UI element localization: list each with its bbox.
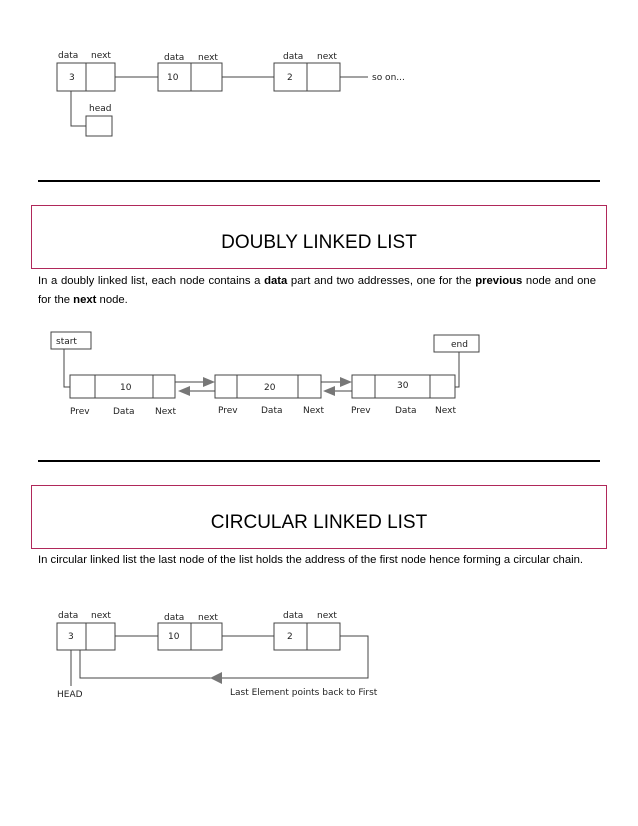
node-2-data-label: data (164, 613, 185, 623)
so-on-label: so on... (372, 73, 405, 83)
node-3-value: 2 (287, 73, 293, 83)
node-3-data-label: Data (395, 406, 417, 416)
node-1-next-label: Next (155, 407, 176, 417)
node-2-next-label: next (198, 613, 218, 623)
section-divider-1 (38, 180, 600, 182)
return-arrow-icon (210, 672, 222, 684)
node-2-prev-cell (215, 375, 237, 398)
node-1-next-label: next (91, 51, 111, 61)
node-2-value: 20 (264, 383, 276, 393)
node-3-next-cell (430, 375, 455, 398)
node-1-prev-cell (70, 375, 95, 398)
backward-arrow-2-icon (323, 386, 335, 396)
start-link (64, 349, 70, 387)
end-label: end (451, 340, 468, 350)
singly-linked-list-diagram (0, 0, 638, 150)
node-2-prev-label: Prev (218, 406, 238, 416)
node-1-value: 3 (69, 73, 75, 83)
node-2-data-label: data (164, 53, 185, 63)
node-3-next-cell (307, 623, 340, 650)
node-1-data-label: data (58, 611, 79, 621)
node-3-next-label: next (317, 611, 337, 621)
node-1-next-label: next (91, 611, 111, 621)
doubly-heading-box (31, 205, 607, 269)
doubly-text-2: part and two addresses, one for the (287, 275, 476, 287)
node-2-data-label: Data (261, 406, 283, 416)
node-2-value: 10 (168, 632, 180, 642)
doubly-description (38, 272, 596, 310)
node-1-next-cell (86, 63, 115, 91)
circular-heading-box (31, 485, 607, 549)
node-1-next-cell (86, 623, 115, 650)
node-3-next-label: Next (435, 406, 456, 416)
head-link (71, 91, 86, 126)
node-2-next-cell (191, 63, 222, 91)
node-1-data-label: data (58, 51, 79, 61)
node-3-value: 30 (397, 381, 409, 391)
head-box (86, 116, 112, 136)
doubly-text-3: node and one for the (38, 275, 596, 306)
node-1-data-label: Data (113, 407, 135, 417)
circular-linked-list-diagram (0, 600, 638, 710)
node-1-prev-label: Prev (70, 407, 90, 417)
doubly-linked-list-diagram (0, 325, 638, 425)
doubly-text-4: node. (96, 294, 128, 306)
doubly-text-1: In a doubly linked list, each node contains a (38, 275, 265, 287)
return-note: Last Element points back to First (230, 688, 378, 698)
forward-arrow-1-icon (203, 377, 215, 387)
node-1-next-cell (153, 375, 175, 398)
head-label: head (89, 104, 112, 114)
node-2-next-cell (298, 375, 321, 398)
end-link (455, 352, 459, 387)
doubly-heading: DOUBLY LINKED LIST (221, 232, 417, 253)
node-1-value: 3 (68, 632, 74, 642)
doubly-bold-previous: previous (475, 275, 523, 287)
node-3-next-label: next (317, 52, 337, 62)
doubly-bold-data: data (264, 275, 288, 287)
node-2-next-cell (191, 623, 222, 650)
node-2-next-label: next (198, 53, 218, 63)
start-label: start (56, 337, 77, 347)
forward-arrow-2-icon (340, 377, 352, 387)
node-3-prev-cell (352, 375, 375, 398)
circular-description: In circular linked list the last node of the list holds the address of the first node hence forming a circular chain. (38, 554, 584, 566)
node-1-value: 10 (120, 383, 132, 393)
node-3-data-label: data (283, 611, 304, 621)
node-2-value: 10 (167, 73, 179, 83)
head-label: HEAD (57, 690, 83, 700)
node-3-prev-label: Prev (351, 406, 371, 416)
node-3-next-cell (307, 63, 340, 91)
doubly-bold-next: next (73, 294, 97, 306)
section-divider-2 (38, 460, 600, 462)
node-3-data-label: data (283, 52, 304, 62)
circular-heading: CIRCULAR LINKED LIST (210, 512, 428, 533)
node-2-next-label: Next (303, 406, 324, 416)
node-3-value: 2 (287, 632, 293, 642)
backward-arrow-1-icon (178, 386, 190, 396)
